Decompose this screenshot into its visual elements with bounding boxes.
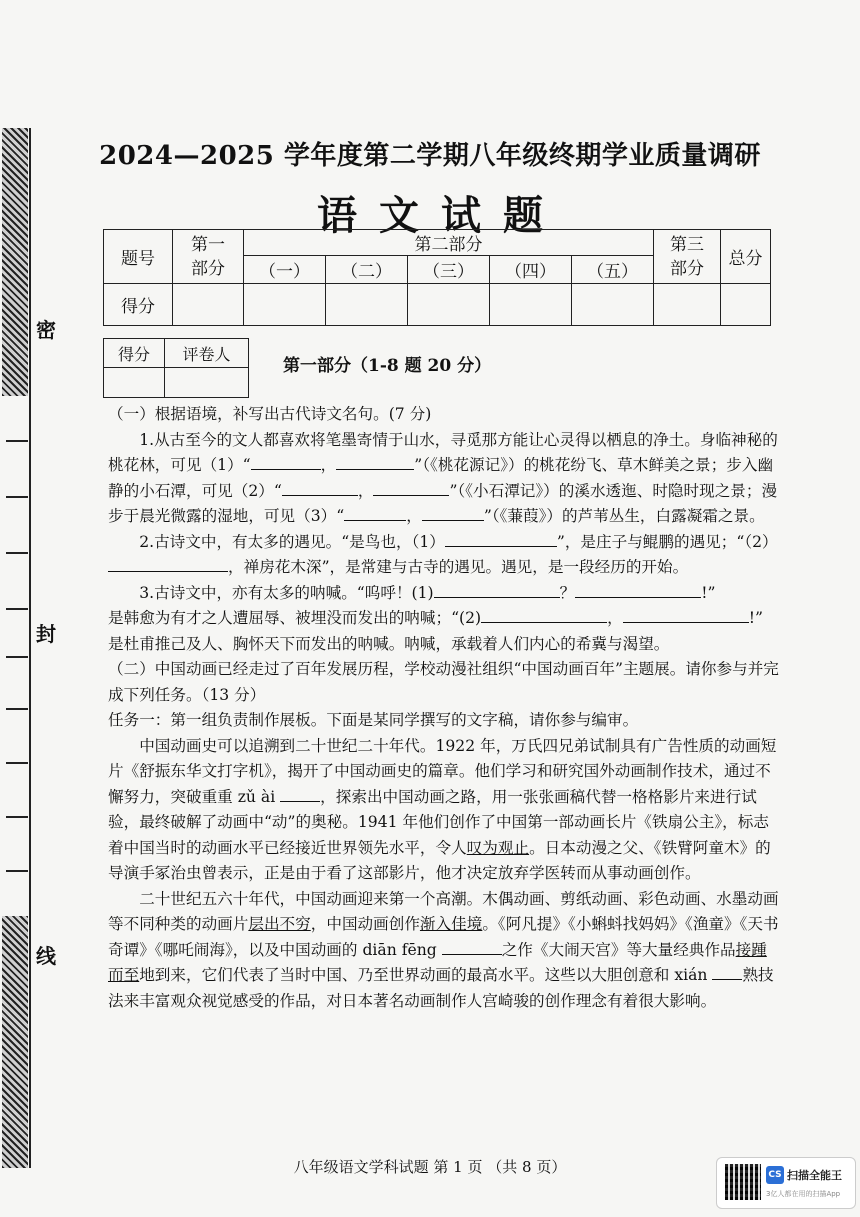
header-total: 总分 [721, 230, 771, 284]
binding-margin [0, 128, 56, 1168]
score-cell[interactable] [173, 284, 244, 326]
score-cell[interactable] [408, 284, 490, 326]
question-2: 2.古诗文中，有太多的遇见。“是鸟也，（1） ”，是庄子与鲲鹏的遇见；“（2），禅房花木深”，是常建与古寺的遇见。遇见，是一段经历的开始。 [108, 530, 780, 581]
answer-blank[interactable] [373, 479, 449, 496]
grader-score-cell[interactable] [104, 368, 165, 398]
grader-score-label: 得分 [104, 339, 165, 368]
binding-tick [6, 608, 28, 610]
scanner-tagline: 3亿人都在用的扫描App [766, 1190, 841, 1198]
grader-name-label: 评卷人 [165, 339, 249, 368]
score-cell[interactable] [326, 284, 408, 326]
answer-blank[interactable] [282, 479, 358, 496]
header-sub-5: （五） [572, 256, 654, 284]
underlined-phrase: 接踵而至 [108, 940, 767, 984]
underlined-phrase: 层出不穷 [248, 915, 311, 933]
question-body [108, 402, 780, 1014]
binding-char-xian: 线 [34, 940, 58, 969]
binding-tick [6, 440, 28, 442]
grader-table [103, 338, 249, 398]
header-sub-4: （四） [490, 256, 572, 284]
answer-blank[interactable] [336, 453, 414, 470]
row-score-label: 得分 [104, 284, 173, 326]
question-1: 1.从古至今的文人都喜欢将笔墨寄情于山水，寻觅那方能让心灵得以栖息的净土。身临神秘的桃花林，可见（1）“ ， ”（《桃花源记》）的桃花纷飞、草木鲜美之景；步入幽静的小石潭，可见（2）“ ， ”（《小石潭记》）的溪水透迤、时隐时现之景；漫步于晨光微露的湿地，可见（3）“ ， ”（《蒹葭》）的芦苇丛生，白露凝霜之景。 [108, 430, 778, 525]
answer-blank[interactable] [442, 938, 502, 955]
header-part-three: 第三 部分 [654, 230, 721, 284]
hatch-band-bottom [2, 916, 28, 1168]
answer-blank[interactable] [422, 504, 484, 521]
task-one: 任务一：第一组负责制作展板。下面是某同学撰写的文字稿，请你参与编审。 [108, 711, 639, 729]
answer-blank[interactable] [445, 530, 557, 547]
header-part-two: 第二部分 [244, 230, 654, 256]
answer-blank[interactable] [481, 606, 607, 623]
score-cell[interactable] [244, 284, 326, 326]
subject-title: 语文试题 [317, 192, 565, 239]
answer-blank[interactable] [434, 581, 560, 598]
answer-blank[interactable] [108, 555, 228, 572]
binding-char-mi: 密 [34, 314, 58, 343]
binding-tick [6, 816, 28, 818]
header-part-one: 第一 部分 [173, 230, 244, 284]
binding-tick [6, 708, 28, 710]
qr-code-icon [725, 1164, 761, 1200]
binding-tick [6, 870, 28, 872]
page-footer: 八年级语文学科试题 第 1 页 （共 8 页） [293, 1158, 567, 1176]
answer-blank[interactable] [251, 453, 321, 470]
part-one-heading: 第一部分（1-8 题 20 分） [283, 356, 492, 376]
camscanner-logo-icon: CS [766, 1166, 784, 1184]
header-sub-2: （二） [326, 256, 408, 284]
binding-char-feng: 封 [34, 618, 58, 647]
scanner-watermark [716, 1157, 856, 1209]
underlined-phrase: 叹为观止 [466, 838, 530, 857]
header-sub-1: （一） [244, 256, 326, 284]
score-cell[interactable] [490, 284, 572, 326]
score-cell[interactable] [572, 284, 654, 326]
answer-blank[interactable] [712, 963, 742, 980]
exam-title: 2024—2025 学年度第二学期八年级终期学业质量调研 [99, 141, 761, 171]
passage-paragraph-2: 二十世纪五六十年代，中国动画迎来第一个高潮。木偶动画、剪纸动画、彩色动画、水墨动画等不同种类的动画片层出不穷，中国动画创作渐入佳境。《阿凡提》《小蝌蚪找妈妈》《渔童》《天书奇谭》《哪吒闹海》，以及中国动画的 diān fēng 之作《大闹天宫》等大量经典作品接踵而至地到来，它们代表了当时中国、乃至世界动画的最高水平。这些以大胆创意和 xián 熟技法来丰富观众视觉感受的作品，对日本著名动画制作人宫崎骏的创作理念有着很大影响。 [108, 889, 779, 1010]
section-one-heading: （一）根据语境，补写出古代诗文名句。(7 分) [108, 405, 432, 423]
answer-blank[interactable] [623, 606, 749, 623]
answer-blank[interactable] [280, 785, 320, 802]
binding-tick [6, 762, 28, 764]
binding-tick [6, 552, 28, 554]
binding-tick [6, 656, 28, 658]
binding-tick [6, 496, 28, 498]
passage-paragraph-1: 中国动画史可以追溯到二十世纪二十年代。1922 年，万氏四兄弟试制具有广告性质的动画短片《舒振东华文打字机》，揭开了中国动画史的篇章。他们学习和研究国外动画制作技术，通过不懈努力，突破重重 zǔ ài ，探索出中国动画之路，用一张张画稿代替一格格影片来进行试验，最终破解了动画中“动”的奥秘。1941 年他们创作了中国第一部动画长片《铁扇公主》，标志着中国当时的动画水平已经接近世界领先水平，令人叹为观止。日本动漫之父、《铁臂阿童木》的导演手冢治虫曾表示，正是由于看了这部影片，他才决定放弃学医转而从事动画创作。 [108, 736, 777, 882]
underlined-phrase: 渐入佳境 [419, 915, 483, 933]
grader-name-cell[interactable] [165, 368, 249, 398]
answer-blank[interactable] [575, 581, 701, 598]
score-cell[interactable] [654, 284, 721, 326]
section-two-heading: （二）中国动画已经走过了百年发展历程，学校动漫社组织“中国动画百年”主题展。请你参与并完成下列任务。（13 分） [108, 660, 779, 704]
scanner-app-name: 扫描全能王 [787, 1169, 842, 1182]
header-question-number: 题号 [104, 230, 173, 284]
binding-line [29, 128, 31, 1168]
answer-blank[interactable] [344, 504, 406, 521]
question-3: 3.古诗文中，亦有太多的呐喊。“呜呼！(1) ？ !” 是韩愈为有才之人遭屈辱、被埋没而发出的呐喊；“(2) ， !” 是杜甫推己及人、胸怀天下而发出的呐喊。呐喊，承载着人们内心的希冀与渴望。 [108, 581, 780, 658]
score-table [103, 229, 771, 326]
score-cell[interactable] [721, 284, 771, 326]
header-sub-3: （三） [408, 256, 490, 284]
